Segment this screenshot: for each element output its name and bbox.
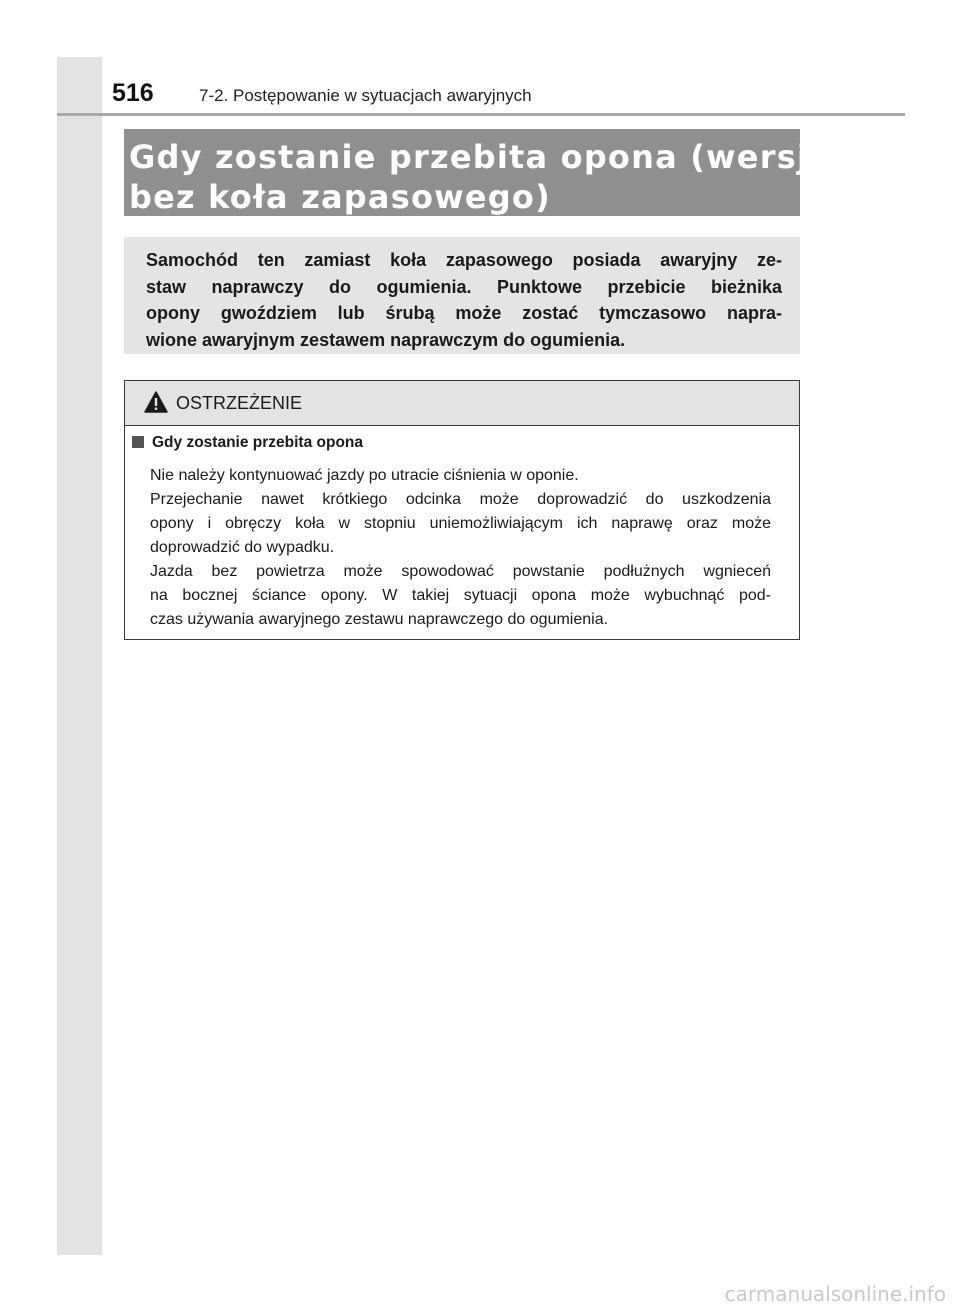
warning-line: Nie należy kontynuować jazdy po utracie ciśnienia w oponie.	[150, 467, 579, 484]
warning-label: OSTRZEŻENIE	[176, 393, 303, 413]
warning-subheading	[132, 434, 363, 452]
intro-line: opony gwoździem lub śrubą może zostać tymczasowo napra-	[146, 303, 782, 323]
warning-triangle-icon	[144, 391, 168, 413]
warning-subheading-text: Gdy zostanie przebita opona	[152, 434, 363, 451]
page-number: 516	[112, 79, 154, 107]
warning-line: doprowadzić do wypadku.	[150, 539, 335, 556]
intro-box	[124, 237, 800, 354]
warning-line: na bocznej ściance opony. W takiej sytuacji opona może wybuchnąć pod-	[150, 587, 771, 604]
intro-line: Samochód ten zamiast koła zapasowego posiada awaryjny ze-	[146, 250, 782, 270]
warning-line: Przejechanie nawet krótkiego odcinka może doprowadzić do uszkodzenia	[150, 491, 771, 508]
warning-line: opony i obręczy koła w stopniu uniemożliwiającym ich naprawę oraz może	[150, 515, 771, 532]
title-line: bez koła zapasowego)	[129, 178, 551, 216]
section-title: 7-2. Postępowanie w sytuacjach awaryjnych	[199, 86, 532, 105]
header-divider	[57, 113, 905, 116]
warning-line: czas używania awaryjnego zestawu naprawczego do ogumienia.	[150, 611, 609, 628]
watermark: carmanualsonline.info	[724, 1282, 946, 1306]
intro-line: staw naprawczy do ogumienia. Punktowe przebicie bieżnika	[146, 276, 782, 297]
warning-line: Jazda bez powietrza może spowodować powstanie podłużnych wgnieceń	[150, 563, 771, 580]
warning-box	[124, 380, 800, 640]
title-line: Gdy zostanie przebita opona (wersje	[129, 138, 833, 176]
square-bullet-icon	[132, 436, 144, 448]
intro-line: wione awaryjnym zestawem naprawczym do ogumienia.	[146, 329, 626, 350]
page-title	[124, 129, 833, 216]
side-strip	[57, 57, 102, 1255]
warning-body	[150, 464, 771, 632]
warning-header	[125, 381, 799, 426]
